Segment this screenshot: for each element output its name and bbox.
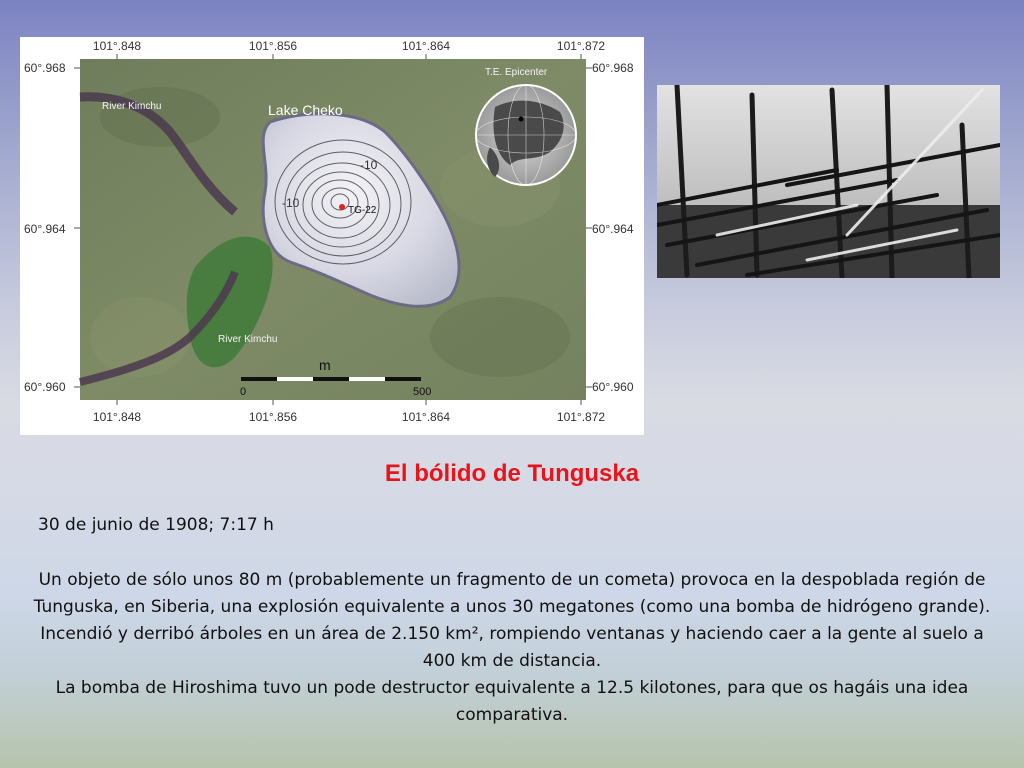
fallen-trees-photo — [657, 85, 1000, 278]
map-svg — [20, 37, 644, 435]
event-date: 30 de junio de 1908; 7:17 h — [38, 515, 274, 535]
bottom-tick-4: 101°.872 — [556, 410, 606, 424]
top-tick-2: 101°.856 — [248, 39, 298, 53]
scale-unit: m — [319, 357, 331, 373]
scale-bar — [241, 377, 421, 381]
contour-label-1: -10 — [360, 158, 378, 172]
lake-label: Lake Cheko — [268, 102, 343, 118]
scale-end: 500 — [413, 386, 432, 398]
bottom-tick-3: 101°.864 — [401, 410, 451, 424]
right-tick-2: 60°.964 — [592, 222, 634, 236]
globe-inset — [476, 85, 576, 185]
right-tick-3: 60°.960 — [592, 380, 634, 394]
description — [30, 567, 994, 729]
river-label-bottom: River Kimchu — [218, 334, 278, 345]
river-label-top: River Kimchu — [102, 101, 162, 112]
bottom-tick-2: 101°.856 — [248, 410, 298, 424]
top-tick-4: 101°.872 — [556, 39, 606, 53]
left-tick-2: 60°.964 — [24, 222, 66, 236]
station-label: TG-22 — [348, 205, 377, 216]
paragraph-2: La bomba de Hiroshima tuvo un pode destructor equivalente a 12.5 kilotones, para que os hagáis una idea comparativa. — [55, 678, 969, 725]
left-tick-1: 60°.968 — [24, 61, 66, 75]
right-tick-1: 60°.968 — [592, 61, 634, 75]
top-tick-3: 101°.864 — [401, 39, 451, 53]
left-tick-3: 60°.960 — [24, 380, 66, 394]
slide-title: El bólido de Tunguska — [384, 460, 640, 487]
contour-label-2: -10 — [282, 196, 300, 210]
lake-cheko-map — [20, 37, 644, 435]
scale-start: 0 — [240, 386, 247, 398]
station-marker — [339, 204, 345, 210]
bottom-tick-1: 101°.848 — [92, 410, 142, 424]
inset-label: T.E. Epicenter — [485, 67, 548, 78]
top-tick-1: 101°.848 — [92, 39, 142, 53]
paragraph-1: Un objeto de sólo unos 80 m (probablemente un fragmento de un cometa) provoca en la despoblada región de Tunguska, en Siberia, una explosión equivalente a unos 30 megatones (como una bomba de hidrógeno grande). Incendió y derribó árboles en un área de 2.150 km², rompiendo ventanas y haciendo caer a la gente al suelo a 400 km de distancia. — [33, 570, 991, 671]
